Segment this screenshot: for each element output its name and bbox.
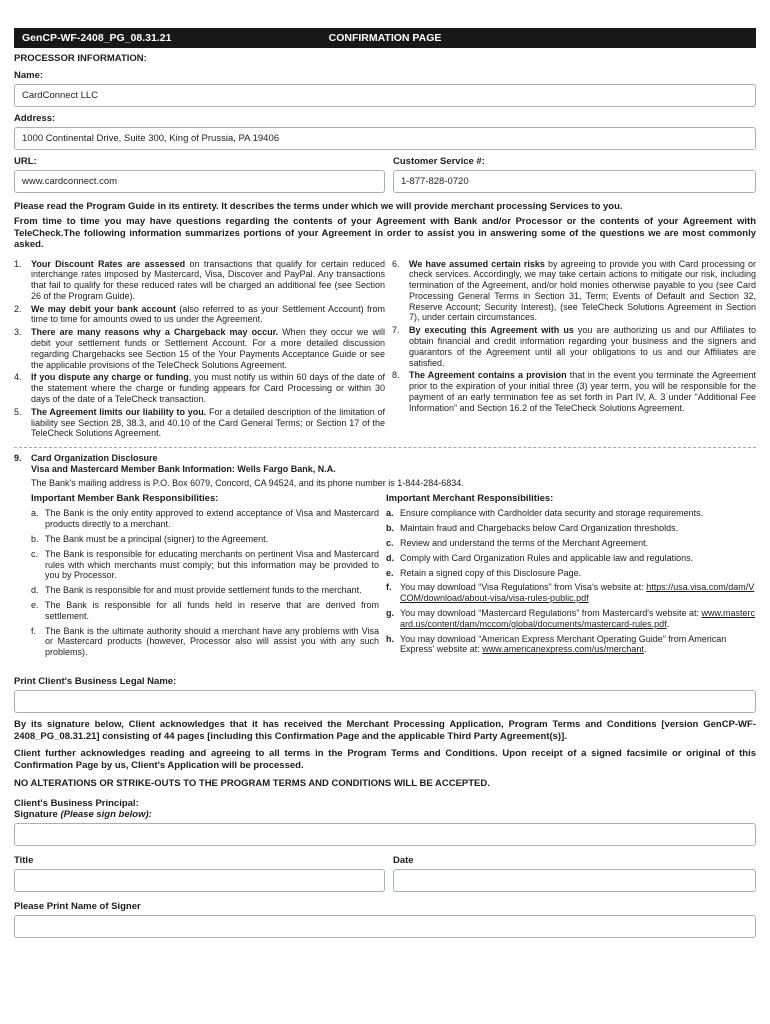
term-text: that in the event you terminate the Agreement prior to the expiration of your initial three (3) year term, you will be responsible for the payment of an early termination fee as set forth in Part IV, A. 3 under “Additional Fee Information” and Section 16.2 of the TeleCheck Solutions Agreement. — [409, 370, 756, 413]
terms-separator — [14, 447, 756, 448]
term-lead: If you dispute any charge or funding — [31, 372, 189, 383]
customer-service-input[interactable] — [393, 170, 756, 193]
bank-item-c: c. The Bank is responsible for educating merchants on pertinent Visa and Mastercard rules with which merchants must comply; but this information may be provided to you by Processor. — [31, 548, 379, 581]
term-number: 3. — [14, 327, 22, 338]
merchant-item-a: a. Ensure compliance with Cardholder data security and storage requirements. — [386, 508, 704, 519]
signature-label: Signature (Please sign below): — [14, 809, 152, 820]
intro-paragraph: From time to time you may have questions regarding the contents of your Agreement with Bank and/or Processor or the contents of your Agreement with TeleCheck.The following information summarizes portions of your Agreement in order to assist you in answering some of the questions we are most commonly asked. — [14, 216, 756, 250]
term-lead: There are many reasons why a Chargeback may occur. — [31, 327, 279, 338]
term-text: on transactions that qualify for certain reduced interchange rates imposed by Mastercard, Visa, Discover and PayPal. Any transactions that fail to qualify for these reduced rates will be charged an additional fee (see Section 26 of the Program Guide). — [31, 258, 385, 301]
name-label: Name: — [14, 70, 44, 81]
term-item-2 — [14, 304, 385, 326]
term-number: 7. — [392, 325, 400, 336]
merchant-responsibilities-heading: Important Merchant Responsibilities: — [386, 492, 554, 504]
page-title: CONFIRMATION PAGE — [328, 32, 442, 44]
term-item-6 — [392, 259, 756, 324]
disclosure-address: The Bank's mailing address is P.O. Box 6079, Concord, CA 94524, and its phone number is 1-844-284-6834. — [31, 477, 464, 488]
term-text: by agreeing to provide you with Card processing or check services. Accordingly, we may take certain actions to mitigate our risk, including termination of the Agreement, and/or hold monies otherwise payable to you (see Card Processing General Terms in Section 31, Term; Events of Default and Section 32, Reserve Account; Security Interest), (see TeleCheck Solutions Agreement in Section 7), under certain circumstances. — [409, 258, 756, 323]
term-item-4 — [14, 372, 385, 404]
address-input[interactable] — [14, 127, 756, 150]
program-guide-notice: Please read the Program Guide in its entirety. It describes the terms under which we will provide merchant processing Services to you. — [14, 201, 623, 212]
term-text: For a detailed description of the limitation of liability see Section 28, 38.3, and 40.10 of the Card General Terms; or Section 17 of the TeleCheck Solutions Agreement. — [31, 406, 385, 439]
merchant-item-b: b. Maintain fraud and Chargebacks below Card Organization thresholds. — [386, 523, 679, 534]
legal-name-label: Print Client's Business Legal Name: — [14, 676, 177, 687]
merchant-item-g: g. You may download “Mastercard Regulations” from Mastercard's website at: www.mastercard.us/content/dam/mccom/global/documents/mastercard-rules.pdf. — [386, 608, 756, 629]
term-number: 8. — [392, 370, 400, 381]
doc-version: GenCP-WF-2408_PG_08.31.21 — [22, 32, 172, 44]
print-name-input[interactable] — [14, 915, 756, 938]
bank-responsibilities — [31, 494, 379, 662]
header-bar — [14, 28, 756, 48]
bank-item-f: f. The Bank is the ultimate authority should a merchant have any problems with Visa or Mastercard products (however, Processor also will assist you with any such problems). — [31, 625, 379, 658]
url-input[interactable] — [14, 170, 385, 193]
bank-item-e: e. The Bank is responsible for all funds held in reserve that are derived from settlement. — [31, 600, 379, 621]
name-input[interactable] — [14, 84, 756, 107]
term-lead: We have assumed certain risks — [409, 258, 545, 269]
bank-responsibilities-heading: Important Member Bank Responsibilities: — [31, 492, 219, 504]
acknowledgement-2: Client further acknowledges reading and agreeing to all terms in the Program Terms and Conditions. Upon receipt of a signed facsimile or original of this Confirmation Page by us, Client's Application will be processed. — [14, 748, 756, 771]
date-label: Date — [393, 855, 414, 866]
term-lead: Your Discount Rates are assessed — [31, 258, 186, 269]
mastercard-rules-link[interactable]: www.mastercard.us/content/dam/mccom/global/documents/mastercard-rules.pdf — [400, 608, 756, 629]
terms-list-left — [14, 259, 385, 442]
visa-rules-link[interactable]: https://usa.visa.com/dam/VCOM/download/about-visa/visa-rules-public.pdf — [400, 582, 755, 604]
term-item-1 — [14, 259, 385, 302]
merchant-item-c: c. Review and understand the terms of the Merchant Agreement. — [386, 538, 649, 549]
term-number: 5. — [14, 406, 22, 417]
customer-service-label: Customer Service #: — [393, 156, 485, 167]
business-principal-label: Client's Business Principal: — [14, 798, 139, 809]
term-lead: By executing this Agreement with us — [409, 325, 574, 336]
legal-name-input[interactable] — [14, 690, 756, 713]
term-text: you are authorizing us and our Affiliates to obtain financial and credit information regarding your business and the signers and guarantors of the Agreement until all your obligations to us and our Affiliates are satisfied. — [409, 325, 756, 368]
term-text: When they occur we will debit your settlement funds or Settlement Account. For a more detailed discussion regarding Chargebacks see Section 15 of the Your Payments Acceptance Guide or see the applicable provisions of the TeleCheck Solutions Agreement. — [31, 327, 385, 370]
print-name-label: Please Print Name of Signer — [14, 901, 141, 912]
term-number: 1. — [14, 258, 22, 269]
term-number: 6. — [392, 258, 400, 269]
term-text: , you must notify us within 60 days of the date of the statement where the charge or funding appears for Card Processing or within 30 days of the date of a TeleCheck transaction. — [31, 372, 385, 405]
acknowledgement-1: By its signature below, Client acknowledges that it has received the Merchant Processing Application, Program Terms and Conditions [version GenCP-WF-2408_PG_08.31.21] consisting of 44 pages [including this Confirmation Page and the applicable Third Party Agreement(s)]. — [14, 719, 756, 742]
merchant-item-h: h. You may download “American Express Merchant Operating Guide” from American Express' website at: www.americanexpress.com/us/merchant. — [386, 633, 727, 655]
bank-item-d: d. The Bank is responsible for and must provide settlement funds to the merchant. — [31, 585, 362, 596]
merchant-item-f: f. You may download “Visa Regulations” from Visa's website at: https://usa.visa.com/dam/VCOM/download/about-visa/visa-rules-public.pdf — [386, 582, 755, 604]
merchant-responsibilities — [386, 494, 756, 662]
merchant-item-d: d. Comply with Card Organization Rules and applicable law and regulations. — [386, 552, 694, 563]
term-item-8 — [392, 370, 756, 413]
term-lead: We may debit your bank account — [31, 303, 176, 314]
merchant-item-e: e. Retain a signed copy of this Disclosure Page. — [386, 567, 582, 578]
address-label: Address: — [14, 113, 56, 124]
disclosure-subtitle: Visa and Mastercard Member Bank Information: Wells Fargo Bank, N.A. — [31, 464, 336, 475]
term-item-5 — [14, 407, 385, 439]
terms-list-right — [392, 259, 756, 442]
processor-info-heading: PROCESSOR INFORMATION: — [14, 53, 147, 64]
disclosure-title: Card Organization Disclosure — [31, 453, 158, 464]
card-organization-disclosure — [14, 453, 756, 662]
term-item-7 — [392, 325, 756, 368]
no-alterations-notice: NO ALTERATIONS OR STRIKE-OUTS TO THE PROGRAM TERMS AND CONDITIONS WILL BE ACCEPTED. — [14, 778, 490, 789]
term-lead: The Agreement contains a provision — [409, 370, 567, 381]
term-number: 2. — [14, 303, 22, 314]
date-input[interactable] — [393, 869, 756, 892]
term-lead: The Agreement limits our liability to you. — [31, 406, 207, 417]
url-label: URL: — [14, 156, 37, 167]
signature-input[interactable] — [14, 823, 756, 846]
amex-merchant-link[interactable]: www.americanexpress.com/us/merchant — [482, 644, 644, 655]
term-number: 4. — [14, 372, 22, 383]
title-input[interactable] — [14, 869, 385, 892]
disclosure-number: 9. — [14, 453, 22, 464]
term-item-3 — [14, 327, 385, 370]
bank-item-a: a. The Bank is the only entity approved to extend acceptance of Visa and Mastercard products directly to a merchant. — [31, 508, 379, 530]
terms-columns — [14, 259, 756, 442]
title-label: Title — [14, 855, 34, 866]
term-text: (also referred to as your Settlement Account) from time to time for amounts owed to us under the Agreement. — [31, 303, 385, 325]
bank-item-b: b. The Bank must be a principal (signer) to the Agreement. — [31, 534, 269, 545]
